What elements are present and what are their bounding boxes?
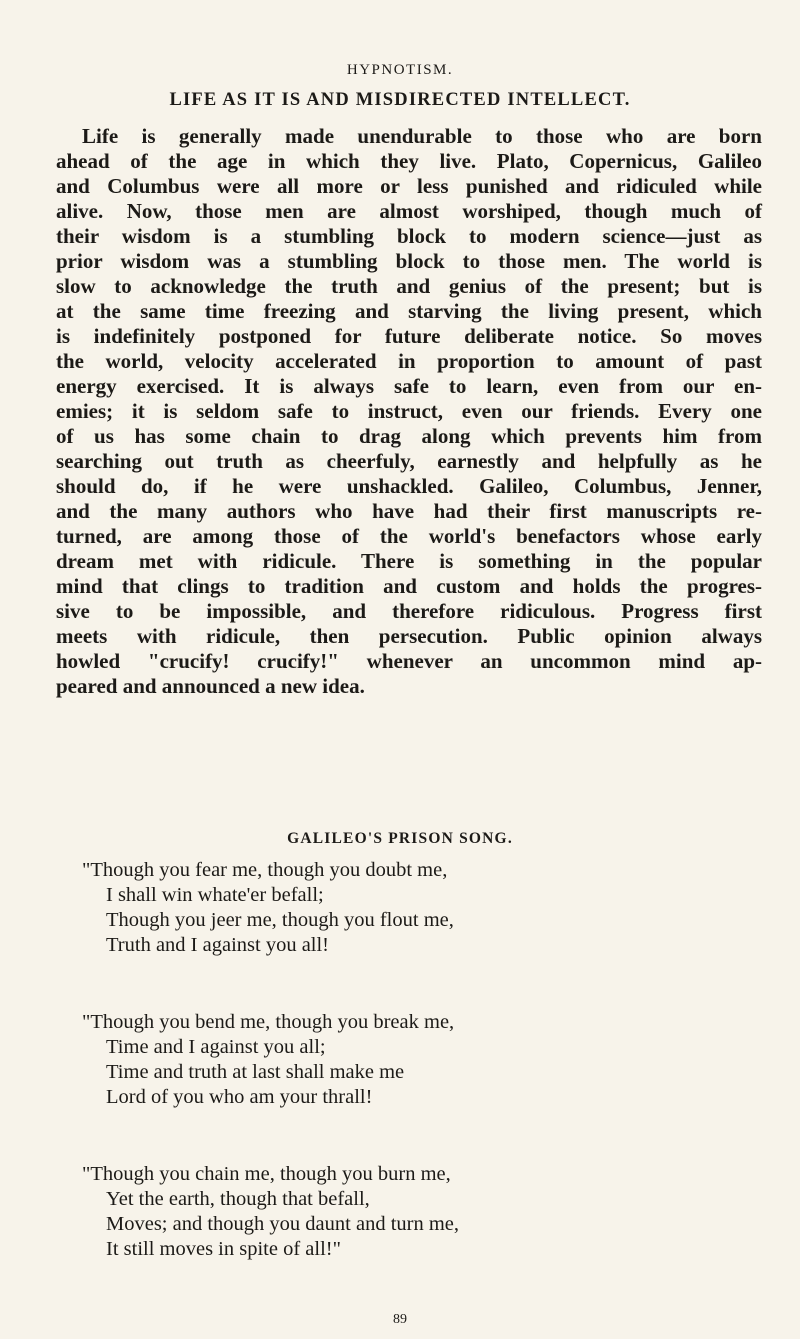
body-paragraph — [56, 124, 762, 699]
paragraph-line: is indefinitely postponed for future deliberate notice. So moves — [56, 324, 762, 348]
song-title: GALILEO'S PRISON SONG. — [287, 830, 513, 847]
verse-line: "Though you fear me, though you doubt me, — [82, 859, 448, 881]
section-title: LIFE AS IT IS AND MISDIRECTED INTELLECT. — [169, 90, 631, 110]
verse-line: Yet the earth, though that befall, — [106, 1188, 370, 1210]
verse-line: "Though you bend me, though you break me, — [82, 1011, 455, 1033]
paragraph-line: the world, velocity accelerated in proportion to amount of past — [56, 349, 762, 373]
paragraph-line: meets with ridicule, then persecution. Public opinion always — [56, 624, 762, 648]
poem-stanza — [82, 858, 722, 958]
paragraph-line: slow to acknowledge the truth and genius of the present; but is — [56, 274, 762, 298]
verse-line: Time and I against you all; — [106, 1036, 326, 1058]
paragraph-line: should do, if he were unshackled. Galileo, Columbus, Jenner, — [56, 474, 762, 498]
paragraph-line: prior wisdom was a stumbling block to those men. The world is — [56, 249, 762, 273]
paragraph-line: of us has some chain to drag along which prevents him from — [56, 424, 762, 448]
verse-line: Time and truth at last shall make me — [106, 1061, 405, 1083]
verse-line: It still moves in spite of all!" — [106, 1238, 341, 1260]
paragraph-line: searching out truth as cheerfuly, earnestly and helpfully as he — [56, 449, 762, 473]
poem-stanza — [82, 1162, 722, 1262]
paragraph-line: alive. Now, those men are almost worshiped, though much of — [56, 199, 762, 223]
paragraph-line: Life is generally made unendurable to those who are born — [82, 124, 762, 148]
paragraph-line: and the many authors who have had their first manuscripts re- — [56, 499, 762, 523]
verse-line: Though you jeer me, though you flout me, — [106, 909, 454, 931]
paragraph-line: energy exercised. It is always safe to learn, even from our en- — [56, 374, 762, 398]
poem-stanza — [82, 1010, 722, 1110]
paragraph-line: turned, are among those of the world's benefactors whose early — [56, 524, 762, 548]
verse-line: Lord of you who am your thrall! — [106, 1086, 373, 1108]
verse-line: Truth and I against you all! — [106, 934, 330, 956]
paragraph-line: at the same time freezing and starving the living present, which — [56, 299, 762, 323]
paragraph-line: peared and announced a new idea. — [56, 674, 365, 698]
paragraph-line: emies; it is seldom safe to instruct, even our friends. Every one — [56, 399, 762, 423]
paragraph-line: sive to be impossible, and therefore ridiculous. Progress first — [56, 599, 762, 623]
page-number: 89 — [393, 1312, 407, 1327]
paragraph-line: howled "crucify! crucify!" whenever an uncommon mind ap- — [56, 649, 762, 673]
running-head: HYPNOTISM. — [346, 62, 454, 78]
verse-line: I shall win whate'er befall; — [106, 884, 324, 906]
paragraph-line: and Columbus were all more or less punished and ridiculed while — [56, 174, 762, 198]
paragraph-line: ahead of the age in which they live. Plato, Copernicus, Galileo — [56, 149, 762, 173]
verse-line: "Though you chain me, though you burn me, — [82, 1163, 451, 1185]
paragraph-line: dream met with ridicule. There is something in the popular — [56, 549, 762, 573]
paragraph-line: mind that clings to tradition and custom and holds the progres- — [56, 574, 762, 598]
paragraph-line: their wisdom is a stumbling block to modern science—just as — [56, 224, 762, 248]
verse-line: Moves; and though you daunt and turn me, — [106, 1213, 460, 1235]
